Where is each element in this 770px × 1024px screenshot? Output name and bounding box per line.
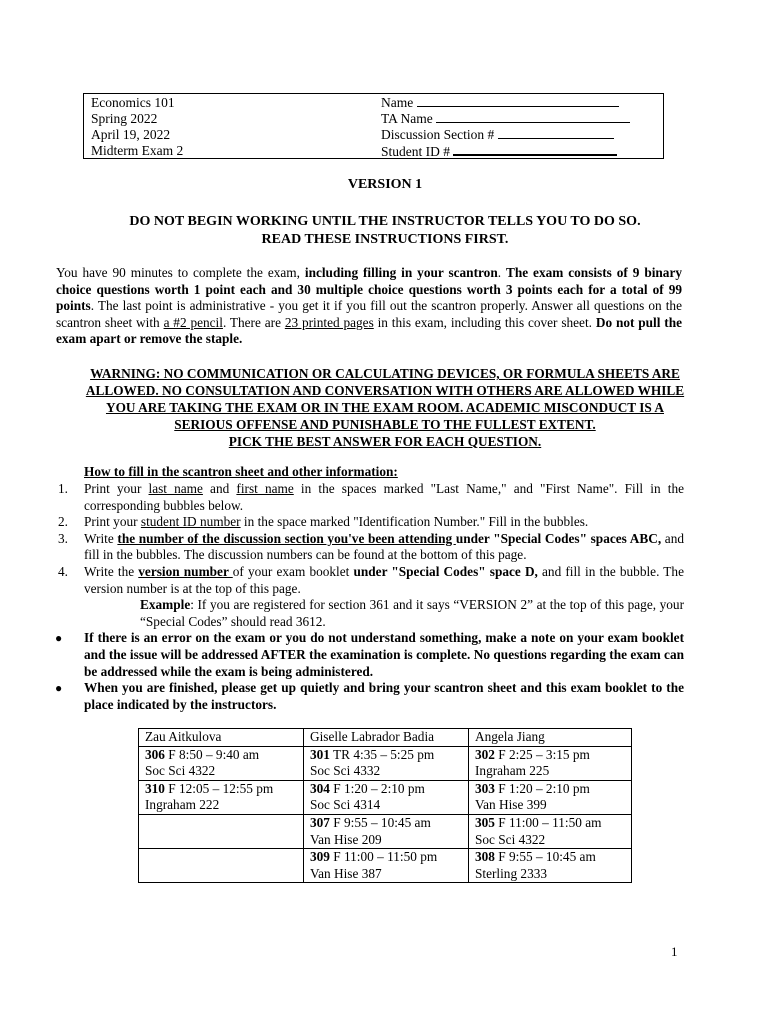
list-item (52, 481, 684, 514)
student-id-line (381, 143, 663, 160)
discussion-label: Discussion Section # (381, 127, 495, 142)
intro-text: in this exam, including this cover sheet. (373, 314, 596, 330)
header-box (83, 93, 664, 159)
bullet-text: If there is an error on the exam or you do not understand something, make a note on your exam booklet and the issue will be addressed AFTER the examination is complete. No questions regarding the exam can be addressed while the exam is being administered. (84, 630, 684, 679)
discussion-blank[interactable] (498, 127, 614, 139)
bullet-icon: ● (55, 681, 63, 696)
section-cell (469, 814, 632, 848)
step-underline: first name (236, 481, 294, 496)
instructor-name: Angela Jiang (469, 729, 632, 747)
intro-text: . (497, 265, 506, 280)
section-room: Ingraham 225 (475, 763, 550, 779)
ta-blank[interactable] (436, 111, 630, 123)
section-room: Van Hise 387 (310, 865, 382, 881)
warning-line: PICK THE BEST ANSWER FOR EACH QUESTION. (228, 434, 542, 449)
intro-bold: The exam consists of 9 binary choice questions worth 1 point each and 30 multiple choice questions worth 3 points each for a total of 99 points (56, 265, 683, 314)
section-room: Van Hise 209 (310, 831, 382, 847)
step-underline: last name (148, 481, 203, 496)
exam-title: Midterm Exam 2 (91, 143, 184, 158)
section-code: 308 (475, 849, 495, 865)
section-cell-empty (139, 814, 304, 848)
section-cell (469, 780, 632, 814)
section-cell (139, 746, 304, 780)
section-code: 310 (145, 780, 165, 796)
step-number: 2. (58, 514, 68, 530)
instructor-name: Zau Aitkulova (139, 729, 304, 747)
example-note (52, 597, 684, 630)
table-row (139, 729, 632, 747)
exam-date: April 19, 2022 (91, 127, 171, 142)
table-row (139, 780, 632, 814)
step-text: in the spaces marked "Last Name," and "First Name". Fill in the corresponding bubbles below. (84, 481, 684, 513)
discussion-sections-table (138, 728, 632, 883)
intro-paragraph (56, 265, 682, 348)
intro-underline: 23 printed pages (284, 314, 374, 330)
step-text: Write the (84, 563, 139, 579)
step-bold: under "Special Codes" spaces ABC, (455, 530, 662, 546)
list-item (52, 680, 684, 713)
warning-block (56, 365, 714, 450)
name-label: Name (381, 95, 414, 110)
instructor-name: Giselle Labrador Badia (304, 729, 469, 747)
intro-text: . The last point is administrative - you get it if you fill out the scantron properly. Answer all questions on the scantron sheet with (56, 298, 682, 330)
table-row (139, 746, 632, 780)
instruction-list (52, 481, 684, 713)
student-info (381, 94, 663, 158)
step-bold-underline: the number of the discussion section you've been attending (117, 530, 456, 546)
step-text: Print your (84, 514, 141, 530)
section-code: 304 (310, 780, 330, 796)
step-number: 3. (58, 530, 68, 546)
do-not-begin-notice (0, 213, 770, 249)
discussion-line (381, 127, 663, 143)
section-room: Soc Sci 4332 (310, 763, 381, 779)
section-cell (304, 849, 469, 883)
section-code: 303 (475, 780, 495, 796)
table-row (139, 814, 632, 848)
student-id-label: Student ID # (381, 144, 450, 159)
page-number: 1 (671, 944, 678, 959)
intro-bold: Do not pull the exam apart or remove the staple. (56, 314, 683, 347)
section-time: F 12:05 – 12:55 pm (164, 780, 274, 796)
intro-text: You have 90 minutes to complete the exam, (56, 265, 305, 280)
section-code: 309 (310, 849, 330, 865)
section-room: Soc Sci 4322 (475, 831, 546, 847)
course-name: Economics 101 (91, 95, 175, 110)
step-text: Print your (84, 481, 149, 496)
section-room: Soc Sci 4314 (310, 797, 381, 813)
step-text: and fill in the bubbles. The discussion numbers can be found at the bottom of this page. (84, 530, 685, 563)
list-item (52, 514, 684, 531)
section-code: 306 (145, 746, 165, 762)
section-room: Soc Sci 4322 (145, 763, 216, 779)
name-line (381, 95, 663, 111)
step-number: 1. (58, 481, 68, 496)
section-time: F 9:55 – 10:45 am (329, 814, 431, 830)
section-time: F 9:55 – 10:45 am (494, 849, 596, 865)
course-info (84, 94, 381, 158)
intro-text: . There are (222, 314, 285, 330)
warning-line: WARNING: NO COMMUNICATION OR CALCULATING DEVICES, OR FORMULA SHEETS ARE (90, 366, 680, 381)
section-cell (469, 849, 632, 883)
section-code: 307 (310, 814, 330, 830)
term: Spring 2022 (91, 111, 158, 126)
warning-line: SERIOUS OFFENSE AND PUNISHABLE TO THE FULLEST EXTENT. (174, 417, 596, 432)
section-room: Van Hise 399 (475, 797, 547, 813)
warning-line: YOU ARE TAKING THE EXAM OR IN THE EXAM ROOM. ACADEMIC MISCONDUCT IS A (105, 400, 665, 415)
section-time: TR 4:35 – 5:25 pm (329, 746, 435, 762)
example-label: Example (140, 597, 191, 613)
warning-line: ALLOWED. NO CONSULTATION AND CONVERSATION WITH OTHERS ARE ALLOWED WHILE (85, 383, 685, 398)
step-text: in the space marked "Identification Number." Fill in the bubbles. (240, 514, 589, 530)
section-code: 301 (310, 746, 330, 762)
step-bold: under "Special Codes" space D, (353, 563, 538, 579)
step-text: and fill in the bubble. The version number is at the top of this page. (84, 563, 684, 596)
howto-heading: How to fill in the scantron sheet and other information: (84, 464, 398, 479)
section-cell (304, 746, 469, 780)
do-not-begin-line: DO NOT BEGIN WORKING UNTIL THE INSTRUCTOR TELLS YOU TO DO SO. (129, 214, 641, 229)
intro-underline: a #2 pencil (163, 314, 223, 330)
step-bold-underline: version number (138, 563, 233, 579)
section-cell-empty (139, 849, 304, 883)
section-code: 305 (475, 814, 495, 830)
step-text: of your exam booklet (232, 563, 354, 579)
bullet-icon: ● (55, 631, 63, 646)
version-heading: VERSION 1 (347, 177, 423, 192)
list-item (52, 630, 684, 680)
example-text: : If you are registered for section 361 and it says “VERSION 2” at the top of this page, your “Special Codes” should read 3612. (140, 597, 684, 629)
student-id-blank[interactable] (453, 143, 617, 156)
section-time: F 1:20 – 2:10 pm (494, 780, 590, 796)
list-item (52, 531, 684, 564)
section-time: F 11:00 – 11:50 pm (329, 849, 438, 865)
read-instructions-line: READ THESE INSTRUCTIONS FIRST. (261, 232, 509, 247)
step-underline: student ID number (140, 514, 241, 530)
section-time: F 2:25 – 3:15 pm (494, 746, 590, 762)
section-cell (304, 780, 469, 814)
step-text: Write (84, 530, 118, 546)
bullet-text: When you are finished, please get up quietly and bring your scantron sheet and this exam booklet to the place indicated by the instructors. (84, 680, 684, 712)
ta-label: TA Name (381, 111, 433, 126)
section-cell (304, 814, 469, 848)
ta-line (381, 111, 663, 127)
list-item (52, 564, 684, 597)
section-cell (469, 746, 632, 780)
step-number: 4. (58, 563, 68, 579)
section-time: F 11:00 – 11:50 am (494, 814, 602, 830)
section-code: 302 (475, 746, 495, 762)
name-blank[interactable] (417, 95, 619, 107)
table-row (139, 849, 632, 883)
section-time: F 1:20 – 2:10 pm (329, 780, 425, 796)
section-room: Ingraham 222 (145, 797, 220, 813)
section-time: F 8:50 – 9:40 am (164, 746, 260, 762)
step-text: and (202, 481, 237, 496)
intro-bold: including filling in your scantron (304, 265, 498, 280)
section-room: Sterling 2333 (475, 865, 548, 881)
section-cell (139, 780, 304, 814)
